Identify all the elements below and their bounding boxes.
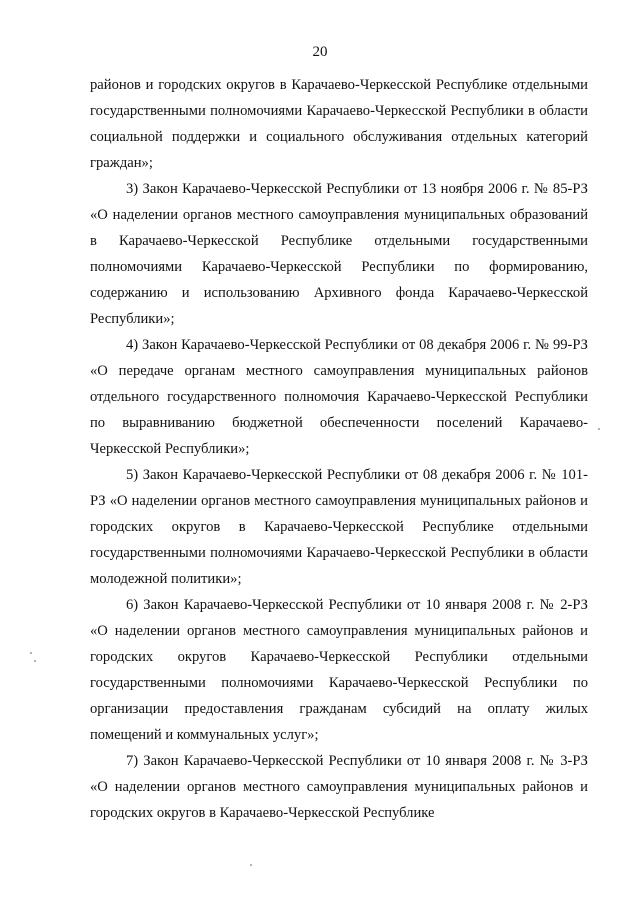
scan-speck bbox=[34, 660, 36, 662]
list-item-law-4: 4) Закон Карачаево-Черкесской Республики от 08 декабря 2006 г. № 99-РЗ «О передаче органам местного самоуправления муниципальных районов отдельного государственного полномочия Карачаево-Черкесской Республики по выравниванию бюджетной обеспеченности поселений Карачаево-Черкесской Республики»; bbox=[90, 337, 588, 457]
scan-speck bbox=[250, 864, 252, 866]
list-item-law-6: 6) Закон Карачаево-Черкесской Республики от 10 января 2008 г. № 2-РЗ «О наделении органов местного самоуправления муниципальных районов и городских округов Карачаево-Черкесской Республики отдельными государственными полномочиями Карачаево-Черкесской Республики по организации предоставления гражданам субсидий на оплату жилых помещений и коммунальных услуг»; bbox=[90, 597, 588, 743]
document-body bbox=[90, 72, 588, 826]
list-item-law-7: 7) Закон Карачаево-Черкесской Республики от 10 января 2008 г. № 3-РЗ «О наделении органов местного самоуправления муниципальных районов и городских округов в Карачаево-Черкесской Республике bbox=[90, 753, 588, 821]
paragraph-continuation: районов и городских округов в Карачаево-Черкесской Республике отдельными государственными полномочиями Карачаево-Черкесской Республики в области социальной поддержки и социального обслуживания отдельных категорий граждан»; bbox=[90, 77, 588, 171]
scan-speck bbox=[30, 652, 32, 654]
scan-speck bbox=[598, 428, 600, 430]
list-item-law-3: 3) Закон Карачаево-Черкесской Республики от 13 ноября 2006 г. № 85-РЗ «О наделении органов местного самоуправления муниципальных образований в Карачаево-Черкесской Республике отдельными государственными полномочиями Карачаево-Черкесской Республики по формированию, содержанию и использованию Архивного фонда Карачаево-Черкесской Республики»; bbox=[90, 181, 588, 327]
page-number: 20 bbox=[312, 44, 328, 60]
list-item-law-5: 5) Закон Карачаево-Черкесской Республики от 08 декабря 2006 г. № 101-РЗ «О наделении органов местного самоуправления муниципальных районов и городских округов в Карачаево-Черкесской Республике отдельными государственными полномочиями Карачаево-Черкесской Республики в области молодежной политики»; bbox=[90, 467, 588, 587]
